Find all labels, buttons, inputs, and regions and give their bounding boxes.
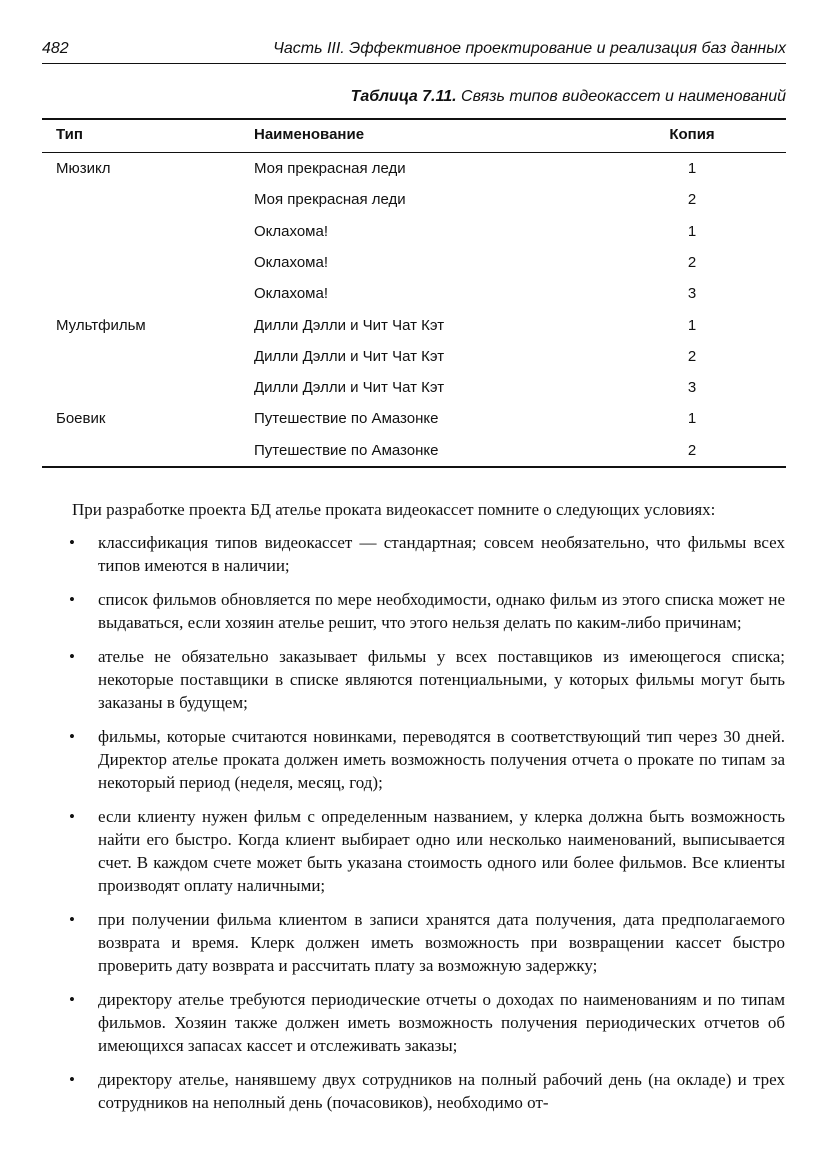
list-item [69,588,785,634]
table-header-rule [42,152,786,153]
cell-copy: 1 [687,222,697,240]
page-header [42,40,786,62]
column-header-title: Наименование [254,126,365,143]
bullet-icon: • [69,590,75,609]
header-rule [42,63,786,64]
cell-copy: 2 [687,441,697,459]
column-header-type: Тип [56,126,83,143]
list-item-text: список фильмов обновляется по мере необходимости, однако фильм из этого списка может не выдаваться, если хозяин ателье решит, что этого нельзя делать по каким-либо причинам; [98,590,785,632]
body-text [69,498,785,1125]
cell-title: Оклахома! [254,222,328,240]
cell-type: Мюзикл [56,160,111,177]
table-caption-label: Таблица 7.11. [350,88,457,105]
list-item [69,725,785,794]
bullet-icon: • [69,727,75,746]
list-item [69,805,785,897]
cell-title: Дилли Дэлли и Чит Чат Кэт [254,347,445,365]
cell-copy: 3 [687,379,697,397]
cell-title: Оклахома! [254,253,328,271]
bullet-icon: • [69,990,75,1009]
bullet-icon: • [69,533,75,552]
list-item-text: фильмы, которые считаются новинками, переводятся в соответствующий тип через 30 дней. Директор ателье проката должен иметь возможность получения отчета о прокате по типам за некоторый период (неделя, месяц, год); [98,727,785,792]
list-item [69,1068,785,1114]
list-item [69,908,785,977]
bullet-icon: • [69,1070,75,1089]
cell-copy: 1 [687,410,697,428]
cell-title: Дилли Дэлли и Чит Чат Кэт [254,316,445,334]
list-item-text: директору ателье, нанявшему двух сотрудников на полный рабочий день (на окладе) и трех сотрудников на неполный день (почасовиков), необходимо от- [98,1070,785,1112]
list-item-text: при получении фильма клиентом в записи хранятся дата получения, дата предполагаемого возврата и время. Клерк должен иметь возможность при возвращении кассет быстро проверить дату возврата и рассчитать плату за возможную задержку; [98,910,785,975]
bullet-icon: • [69,910,75,929]
table-top-rule [42,118,786,120]
list-item-text: ателье не обязательно заказывает фильмы у всех поставщиков из имеющегося списка; некоторые поставщики в списке являются потенциальными, у которых фильмы могут быть заказаны в будущем; [98,647,785,712]
list-item-text: если клиенту нужен фильм с определенным названием, у клерка должна быть возможность найти его быстро. Когда клиент выбирает одно или несколько наименований, выписывается счет. В каждом счете может быть указана стоимость одного или более фильмов. Все клиенты производят оплату наличными; [98,807,785,895]
cell-title: Дилли Дэлли и Чит Чат Кэт [254,379,445,397]
cell-type: Мультфильм [56,316,146,334]
cell-copy: 3 [687,285,697,303]
cell-copy: 1 [687,160,697,177]
running-title: Часть III. Эффективное проектирование и реализация баз данных [273,40,786,57]
cell-copy: 1 [687,316,697,334]
page-number: 482 [42,40,69,57]
column-header-copy: Копия [669,126,715,143]
bullet-icon: • [69,647,75,666]
cell-title: Моя прекрасная леди [254,160,406,177]
list-item-text: директору ателье требуются периодические отчеты о доходах по наименованиям и по типам фильмов. Хозяин также должен иметь возможность получения периодических отчетов об имеющихся запасах кассет и отслеживать заказы; [98,990,785,1055]
bullet-icon: • [69,807,75,826]
cell-title: Путешествие по Амазонке [254,441,439,459]
cell-copy: 2 [687,347,697,365]
table-caption [351,88,786,106]
intro-paragraph: При разработке проекта БД ателье проката видеокассет помните о следующих условиях: [72,500,716,519]
cell-copy: 2 [687,191,697,209]
cell-title: Путешествие по Амазонке [254,410,439,428]
list-item-text: классификация типов видеокассет — стандартная; совсем необязательно, что фильмы всех типов имеются в наличии; [98,533,785,575]
list-item [69,645,785,714]
list-item [69,531,785,577]
table-bottom-rule [42,466,786,468]
list-item [69,988,785,1057]
conditions-list [69,531,785,1114]
cell-type: Боевик [56,410,106,428]
table-caption-text: Связь типов видеокассет и наименований [461,88,786,105]
cell-copy: 2 [687,253,697,271]
cell-title: Моя прекрасная леди [254,191,406,209]
cell-title: Оклахома! [254,285,328,303]
